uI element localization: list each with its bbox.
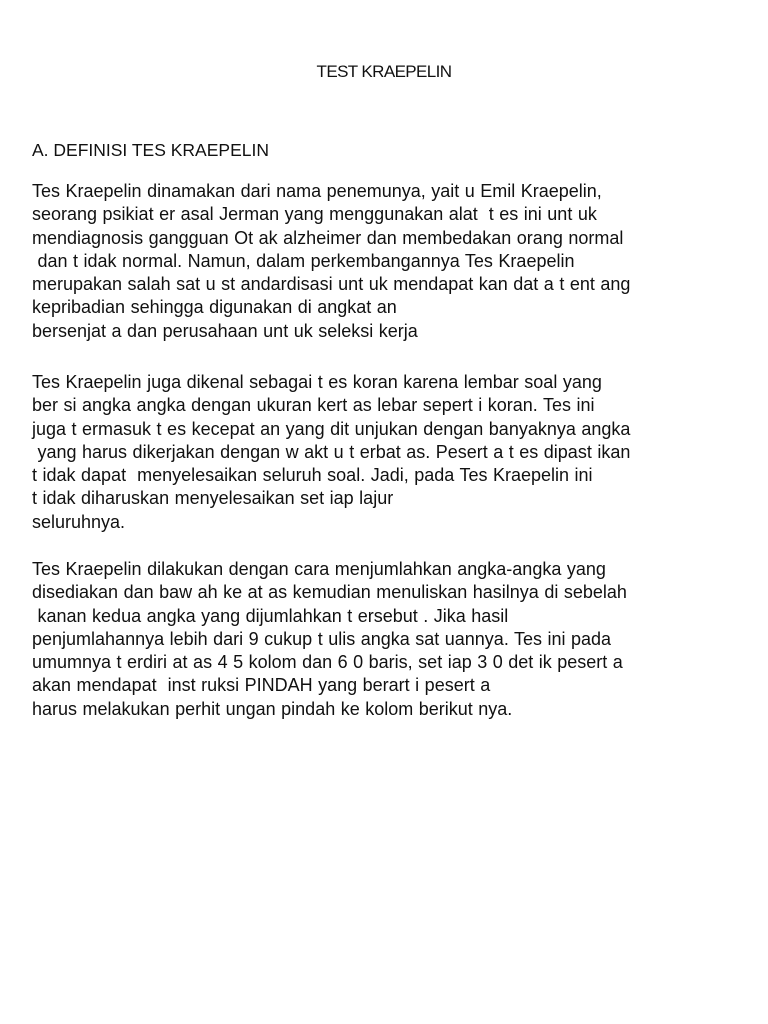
paragraph-line: t idak diharuskan menyelesaikan set iap lajur xyxy=(32,488,394,509)
section-heading: A. DEFINISI TES KRAEPELIN xyxy=(32,140,269,160)
paragraph-line: akan mendapat inst ruksi PINDAH yang berart i pesert a xyxy=(32,675,491,696)
paragraph-line: mendiagnosis gangguan Ot ak alzheimer dan membedakan orang normal xyxy=(32,227,624,248)
paragraph-line: t idak dapat menyelesaikan seluruh soal. Jadi, pada Tes Kraepelin ini xyxy=(32,465,593,486)
paragraph-line: harus melakukan perhit ungan pindah ke kolom berikut nya. xyxy=(32,698,513,719)
paragraph-line: juga t ermasuk t es kecepat an yang dit unjukan dengan banyaknya angka xyxy=(32,418,631,439)
paragraph-line: Tes Kraepelin dinamakan dari nama penemunya, yait u Emil Kraepelin, xyxy=(32,181,602,201)
paragraph-line: bersenjat a dan perusahaan unt uk seleksi kerja xyxy=(32,320,418,341)
paragraph-line: kanan kedua angka yang dijumlahkan t ersebut . Jika hasil xyxy=(32,605,509,626)
paragraph-line: seluruhnya. xyxy=(32,511,126,532)
paragraph-line: ber si angka angka dengan ukuran kert as lebar sepert i koran. Tes ini xyxy=(32,395,595,416)
document-title: TEST KRAEPELIN xyxy=(316,62,452,81)
paragraph-line: dan t idak normal. Namun, dalam perkembangannya Tes Kraepelin xyxy=(32,250,575,271)
paragraph-line: merupakan salah sat u st andardisasi unt uk mendapat kan dat a t ent ang xyxy=(32,274,631,295)
paragraph-3 xyxy=(32,558,752,721)
paragraph-line: seorang psikiat er asal Jerman yang menggunakan alat t es ini unt uk xyxy=(32,204,597,225)
paragraph-line: umumnya t erdiri at as 4 5 kolom dan 6 0 baris, set iap 3 0 det ik pesert a xyxy=(32,652,623,673)
paragraph-line: disediakan dan baw ah ke at as kemudian menuliskan hasilnya di sebelah xyxy=(32,582,627,603)
paragraph-2 xyxy=(32,371,752,534)
paragraph-1 xyxy=(32,180,752,343)
paragraph-line: yang harus dikerjakan dengan w akt u t erbat as. Pesert a t es dipast ikan xyxy=(32,441,631,462)
paragraph-line: Tes Kraepelin juga dikenal sebagai t es koran karena lembar soal yang xyxy=(32,372,602,392)
paragraph-line: Tes Kraepelin dilakukan dengan cara menjumlahkan angka-angka yang xyxy=(32,559,606,579)
paragraph-line: kepribadian sehingga digunakan di angkat an xyxy=(32,297,397,318)
paragraph-line: penjumlahannya lebih dari 9 cukup t ulis angka sat uannya. Tes ini pada xyxy=(32,628,612,649)
